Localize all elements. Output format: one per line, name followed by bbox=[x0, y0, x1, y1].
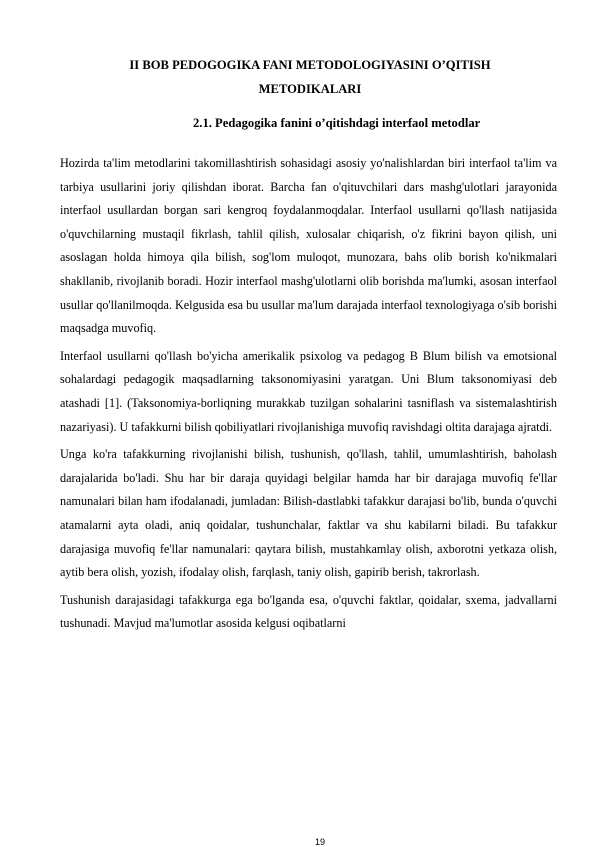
chapter-title bbox=[60, 53, 560, 101]
section-title: 2.1. Pedagogika fanini o’qitishdagi interfaol metodlar bbox=[193, 116, 481, 130]
paragraph-4: Tushunish darajasidagi tafakkurga ega bo'lganda esa, o'quvchi faktlar, qoidalar, sxema, jadvallarni tushunadi. Mavjud ma'lumotlar asosida kelgusi oqibatlarni bbox=[60, 592, 557, 631]
page-number: 19 bbox=[314, 837, 325, 847]
paragraph-3: Unga ko'ra tafakkurning rivojlanishi bilish, tushunish, qo'llash, tahlil, umumlashtirish, baholash darajalarida bo'ladi. Shu har bir daraja quyidagi belgilar hamda har bir darajaga muvofiq fe'llar namunalari bilan ham ifodalanadi, jumladan: Bilish-dastlabki tafakkur darajasi bo'lib, bunda o'quvchi atamalarni ayta oladi, aniq qoidalar, tushunchalar, faktlar va shu kabilarni biladi. Bu tafakkur darajasiga muvofiq fe'llar namunalari: qaytara bilish, mustahkamlay olish, axborotni yetkaza olish, aytib bera olish, yozish, ifodalay olish, farqlash, taniy olish, gapirib berish, takrorlash. bbox=[60, 447, 557, 580]
paragraph-1: Hozirda ta'lim metodlarini takomillashtirish sohasidagi asosiy yo'nalishlardan biri interfaol ta'lim va tarbiya usullarini joriy qilishdan iborat. Barcha fan o'qituvchilari dars mashg'ulotlari jarayonida interfaol usullardan borgan sari kengroq foydalanmoqdalar. Interfaol usullarni qo'llash natijasida o'quvchilarning mustaqil fikrlash, tahlil qilish, xulosalar chiqarish, o'z fikrini bayon qilish, uni asoslagan holda himoya qila bilish, sog'lom muloqot, munozara, bahs olib borish ko'nikmalari shakllanib, rivojlanib boradi. Hozir interfaol mashg'ulotlarni olib borishda ma'lumki, asosan interfaol usullar qo'llanilmoqda. Kelgusida esa bu usullar ma'lum darajada interfaol texnologiyaga o'sib borishi maqsadga muvofiq. bbox=[60, 156, 557, 336]
paragraph-2: Interfaol usullarni qo'llash bo'yicha amerikalik psixolog va pedagog B Blum bilish va emotsional sohalardagi pedagogik maqsadlarning taksonomiyasini yaratgan. Uni Blum taksonomiyasi deb atashadi [1]. (Taksonomiya-borliqning murakkab tuzilgan sohalarini tasniflash va sistemalashtirish nazariyasi). U tafakkurni bilish qobiliyatlari rivojlanishiga muvofiq ravishdagi oltita darajaga ajratdi. bbox=[60, 348, 557, 434]
body-text bbox=[60, 152, 557, 640]
chapter-title-line-2: METODIKALARI bbox=[258, 82, 362, 96]
chapter-title-line-1: II BOB PEDOGOGIKA FANI METODOLOGIYASINI O’QITISH bbox=[129, 58, 491, 72]
